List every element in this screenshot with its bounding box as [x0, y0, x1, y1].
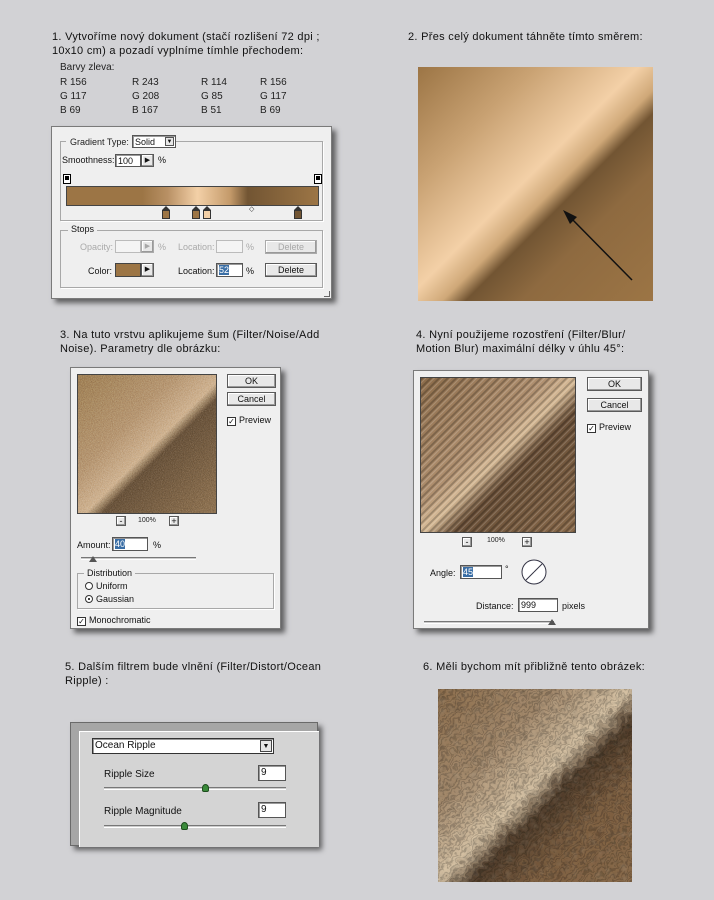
blur-ok-button[interactable]: OK: [587, 377, 642, 391]
noise-ok-button[interactable]: OK: [227, 374, 276, 388]
color-values-table: [60, 76, 300, 118]
smoothness-label: Smoothness:: [62, 155, 115, 165]
color-stop-1[interactable]: [162, 210, 170, 219]
amount-percent: %: [153, 540, 162, 550]
ripple-size-label: Ripple Size: [104, 769, 155, 780]
noise-preview-image: [77, 374, 217, 514]
dropdown-arrow-icon: ▼: [166, 139, 173, 145]
gradient-preview-bar[interactable]: [66, 186, 319, 206]
gradient-direction-image: [418, 67, 653, 301]
colors-label: Barvy zleva:: [60, 62, 115, 73]
noise-preview-checkbox[interactable]: ✓ Preview: [228, 415, 272, 426]
stops-label: Stops: [68, 224, 97, 234]
smoothness-field[interactable]: 100: [115, 154, 141, 167]
blur-zoom-level: 100%: [487, 537, 505, 544]
color-location-percent: %: [246, 266, 255, 276]
color-stop-3[interactable]: [203, 210, 211, 219]
distance-slider-track[interactable]: [424, 621, 554, 624]
ripple-panel: [79, 731, 319, 847]
color-arrow-button[interactable]: ▶: [141, 263, 154, 277]
color4-r: R 156: [260, 77, 287, 88]
ripple-magnitude-slider-handle[interactable]: [181, 822, 188, 830]
stops-group: [60, 230, 323, 288]
color-location-field[interactable]: 52: [216, 263, 243, 277]
opacity-stop-left[interactable]: [63, 174, 71, 184]
opacity-arrow-button: ▶: [141, 240, 154, 253]
opacity-field: [115, 240, 141, 253]
gradient-type-select[interactable]: Solid ▼: [132, 135, 176, 148]
step3-heading: 3. Na tuto vrstvu aplikujeme šum (Filter/Noise/Add Noise). Parametry dle obrázku:: [60, 329, 320, 355]
color3-b: B 51: [201, 105, 222, 116]
amount-slider-track[interactable]: [81, 557, 196, 560]
distance-unit: pixels: [562, 601, 586, 611]
color3-g: G 85: [201, 91, 223, 102]
step5-heading: 5. Dalším filtrem bude vlnění (Filter/Distort/Ocean Ripple) :: [65, 661, 322, 687]
opacity-location-field: [216, 240, 243, 253]
angle-degree: °: [505, 564, 509, 574]
blur-zoom-out-button[interactable]: -: [462, 537, 472, 547]
filter-select[interactable]: Ocean Ripple ▼: [92, 738, 274, 754]
blur-preview-checkbox[interactable]: ✓ Preview: [588, 422, 632, 433]
ripple-magnitude-label: Ripple Magnitude: [104, 806, 182, 817]
color2-r: R 243: [132, 77, 159, 88]
opacity-location-label: Location:: [178, 242, 215, 252]
color2-g: G 208: [132, 91, 160, 102]
color-stop-2[interactable]: [192, 210, 200, 219]
gradient-type-label: Gradient Type:: [70, 137, 129, 147]
ripple-size-slider-handle[interactable]: [202, 784, 209, 792]
final-result-image: [438, 689, 632, 882]
opacity-location-percent: %: [246, 242, 255, 252]
opacity-label: Opacity:: [80, 242, 114, 252]
ocean-ripple-dialog: [70, 722, 318, 846]
ripple-size-field[interactable]: 9: [258, 765, 286, 781]
color1-b: B 69: [60, 105, 81, 116]
angle-label: Angle:: [430, 568, 456, 578]
amount-label: Amount:: [77, 540, 111, 550]
add-noise-dialog: [70, 367, 281, 629]
color-delete-button[interactable]: Delete: [265, 263, 317, 277]
color1-g: G 117: [60, 91, 87, 102]
gradient-editor-dialog: [51, 126, 332, 299]
ripple-size-slider-track[interactable]: [104, 787, 286, 790]
smoothness-percent: %: [158, 155, 167, 165]
color2-b: B 167: [132, 105, 159, 116]
step1-heading: 1. Vytvoříme nový dokument (stačí rozlišení 72 dpi ; 10x10 cm) a pozadí vyplníme tímhle přechodem:: [52, 31, 320, 57]
color-swatch[interactable]: [115, 263, 141, 277]
noise-zoom-out-button[interactable]: -: [116, 516, 126, 526]
opacity-delete-button: Delete: [265, 240, 317, 254]
checkmark-icon: ✓: [228, 417, 235, 426]
opacity-stop-right[interactable]: [314, 174, 322, 184]
step2-heading: 2. Přes celý dokument táhněte tímto směrem:: [408, 31, 643, 43]
distance-label: Distance:: [476, 601, 514, 611]
angle-field[interactable]: 45: [460, 565, 502, 579]
color-stop-4[interactable]: [294, 210, 302, 219]
distance-slider-handle[interactable]: [548, 619, 556, 625]
color4-g: G 117: [260, 91, 287, 102]
ripple-magnitude-slider-track[interactable]: [104, 825, 286, 828]
distance-field[interactable]: 999: [518, 598, 558, 612]
blur-zoom-in-button[interactable]: +: [522, 537, 532, 547]
color4-b: B 69: [260, 105, 281, 116]
resize-grip-icon[interactable]: [324, 291, 330, 297]
noise-zoom-level: 100%: [138, 517, 156, 524]
ripple-magnitude-field[interactable]: 9: [258, 802, 286, 818]
motion-blur-dialog: [413, 370, 649, 629]
color1-r: R 156: [60, 77, 87, 88]
angle-dial-icon[interactable]: [520, 558, 548, 586]
blur-cancel-button[interactable]: Cancel: [587, 398, 642, 412]
checkmark-icon: ✓: [588, 424, 595, 433]
noise-cancel-button[interactable]: Cancel: [227, 392, 276, 406]
motion-blur-preview-image: [420, 377, 576, 533]
gaussian-radio[interactable]: Gaussian: [85, 594, 134, 604]
step4-heading: 4. Nyní použijeme rozostření (Filter/Blur/ Motion Blur) maximální délky v úhlu 45°:: [416, 329, 626, 355]
dropdown-arrow-icon: ▼: [260, 740, 272, 752]
opacity-percent: %: [158, 242, 167, 252]
monochromatic-checkbox[interactable]: ✓ Monochromatic: [78, 615, 151, 626]
checkmark-icon: ✓: [78, 617, 85, 626]
uniform-radio[interactable]: Uniform: [85, 581, 128, 591]
color-label: Color:: [88, 266, 113, 276]
amount-slider-handle[interactable]: [89, 556, 97, 562]
smoothness-arrow-button[interactable]: ▶: [141, 154, 154, 167]
amount-field[interactable]: 40: [112, 537, 148, 551]
noise-zoom-in-button[interactable]: +: [169, 516, 179, 526]
midpoint-diamond-icon[interactable]: ◇: [249, 206, 255, 213]
step6-heading: 6. Měli bychom mít přibližně tento obrázek:: [423, 661, 645, 673]
color-location-label: Location:: [178, 266, 215, 276]
distribution-label: Distribution: [84, 568, 135, 578]
color3-r: R 114: [201, 77, 227, 88]
